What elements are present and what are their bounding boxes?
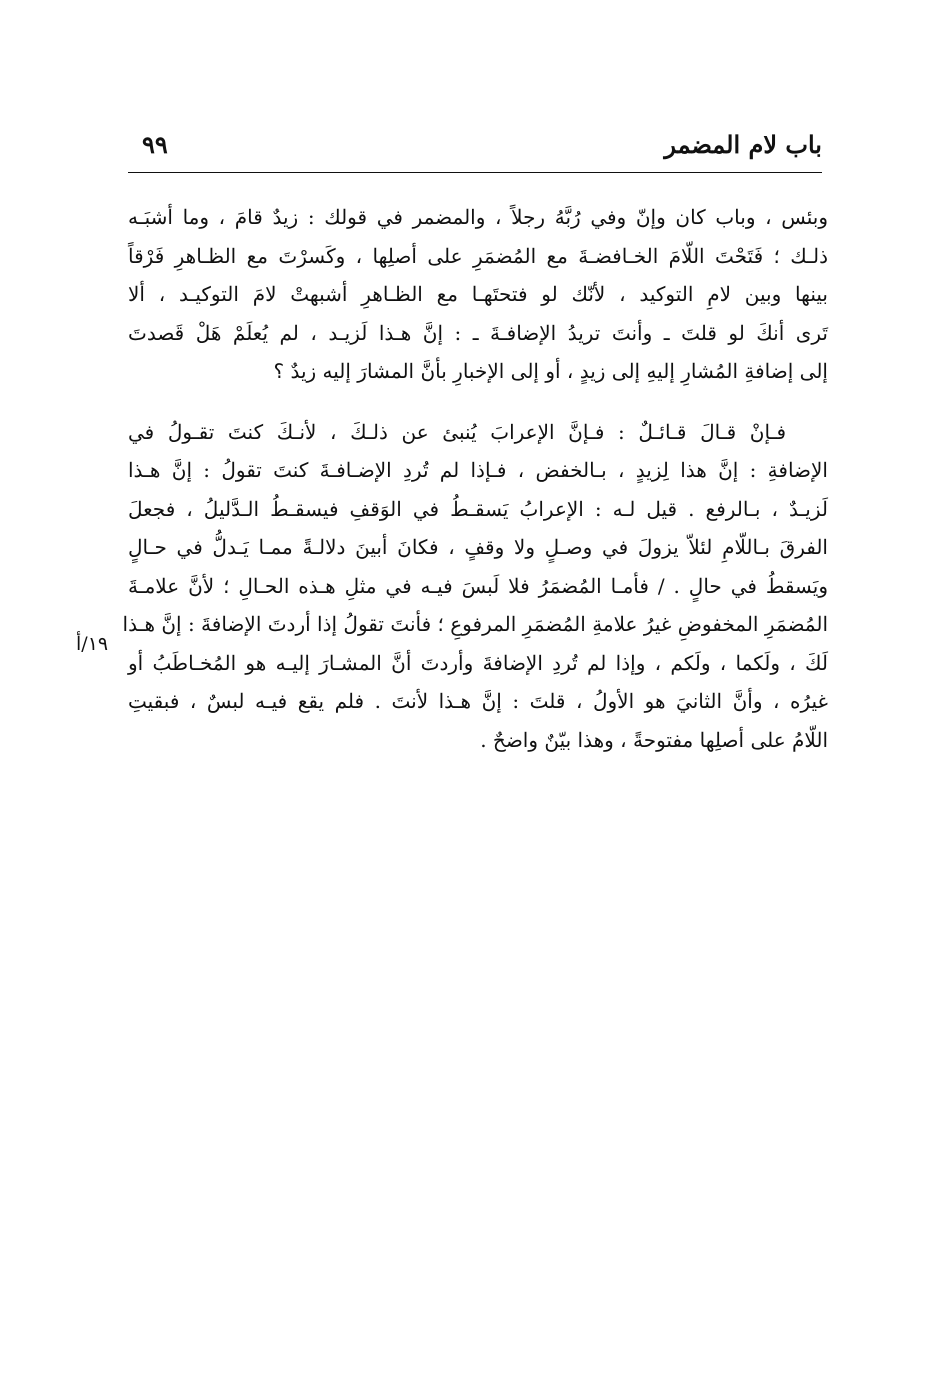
chapter-title: باب لام المضمر xyxy=(664,130,822,159)
text-line: وبئس ، وباب كان وإنّ وفي رُبَّهُ رجلاً ، والمضمر في قولك : زيدٌ قامَ ، وما أشبَـه xyxy=(128,205,828,229)
text-line: غيرُه ، وأنَّ الثانيَ هو الأولُ ، قلتَ : إنَّ هـذا لأنتَ . فلم يقع فيـه لبسٌ ، فبقيتِ xyxy=(128,689,828,713)
page-number: ٩٩ xyxy=(142,130,168,159)
text-line: لَكَ ، ولَكما ، ولَكم ، وإذا لم تُردِ الإضافةَ وأردتَ أنَّ المشـارَ إليـه هو المُخـاطَبُ أو xyxy=(128,650,828,675)
text-line: تَرى أنكَ لو قلتَ ـ وأنتَ تريدُ الإضافـةَ ـ : إنَّ هـذا لَزيـد ، لم يُعلَمْ هَلْ قَصدتَ xyxy=(128,320,829,345)
text-line: المُضمَرِ المخفوضِ غيرُ علامةِ المُضمَرِ المرفوعِ ؛ فأنتَ تقولُ إذا أردتَ الإضافةَ : إنَّ هـذا xyxy=(122,612,828,636)
manuscript-folio-note: ١٩/أ xyxy=(76,633,109,655)
text-line: الإضافةِ : إنَّ هذا لِزيدٍ ، بـالخفض ، فـإذا لم تُردِ الإضـافـةَ كنتَ تقولُ : إنَّ هـذا xyxy=(128,458,828,482)
text-line: اللّامُ على أصلِها مفتوحةً ، وهذا بيّنٌ واضحٌ . xyxy=(480,727,828,752)
text-line: إلى إضافةِ المُشارِ إليهِ إلى زيدٍ ، أو إلى الإخبارِ بأنَّ المشارَ إليه زيدٌ ؟ xyxy=(273,359,828,383)
page-header xyxy=(128,130,822,170)
paragraph-1 xyxy=(128,198,828,391)
body-text xyxy=(122,198,829,759)
text-line: الفرقَ بـاللّامِ لئلاّ يزولَ في وصـلٍ ولا وقفٍ ، فكانَ أبينَ دلالـةً ممـا يَـدلُّ في حـالٍ xyxy=(128,535,828,559)
text-line: بينها وبين لامِ التوكيد ، لأنّك لو فتحتَهـا مع الظـاهرِ أشبهتْ لامَ التوكيـد ، ألا xyxy=(128,282,828,306)
text-line: ذلـك ؛ فَتَحْتَ اللّامَ الخـافضـةَ مع المُضمَرِ على أصلِها ، وكَسرْتَ مع الظـاهرِ فَرْقاً xyxy=(128,243,829,268)
text-line: لَزيـدٌ ، بـالرفع . قيل لـه : الإعرابُ يَسقـطُ في الوَقفِ فيسقـطُ الـدَّليلُ ، فجعلَ xyxy=(128,496,828,521)
header-divider xyxy=(128,172,822,173)
paragraph-2 xyxy=(122,413,828,760)
paragraph-spacer xyxy=(128,391,828,413)
text-line: فـإنْ قـالَ قـائـلٌ : فـإنَّ الإعرابَ يُنبئ عن ذلـكَ ، لأنـكَ كنتَ تقـولُ في xyxy=(128,419,786,444)
text-line: ويَسقطُ في حالٍ . / فأمـا المُضمَرُ فلا لَبسَ فيـه في مثلِ هـذه الحـالِ ؛ لأنَّ علامـةَ xyxy=(128,573,828,598)
